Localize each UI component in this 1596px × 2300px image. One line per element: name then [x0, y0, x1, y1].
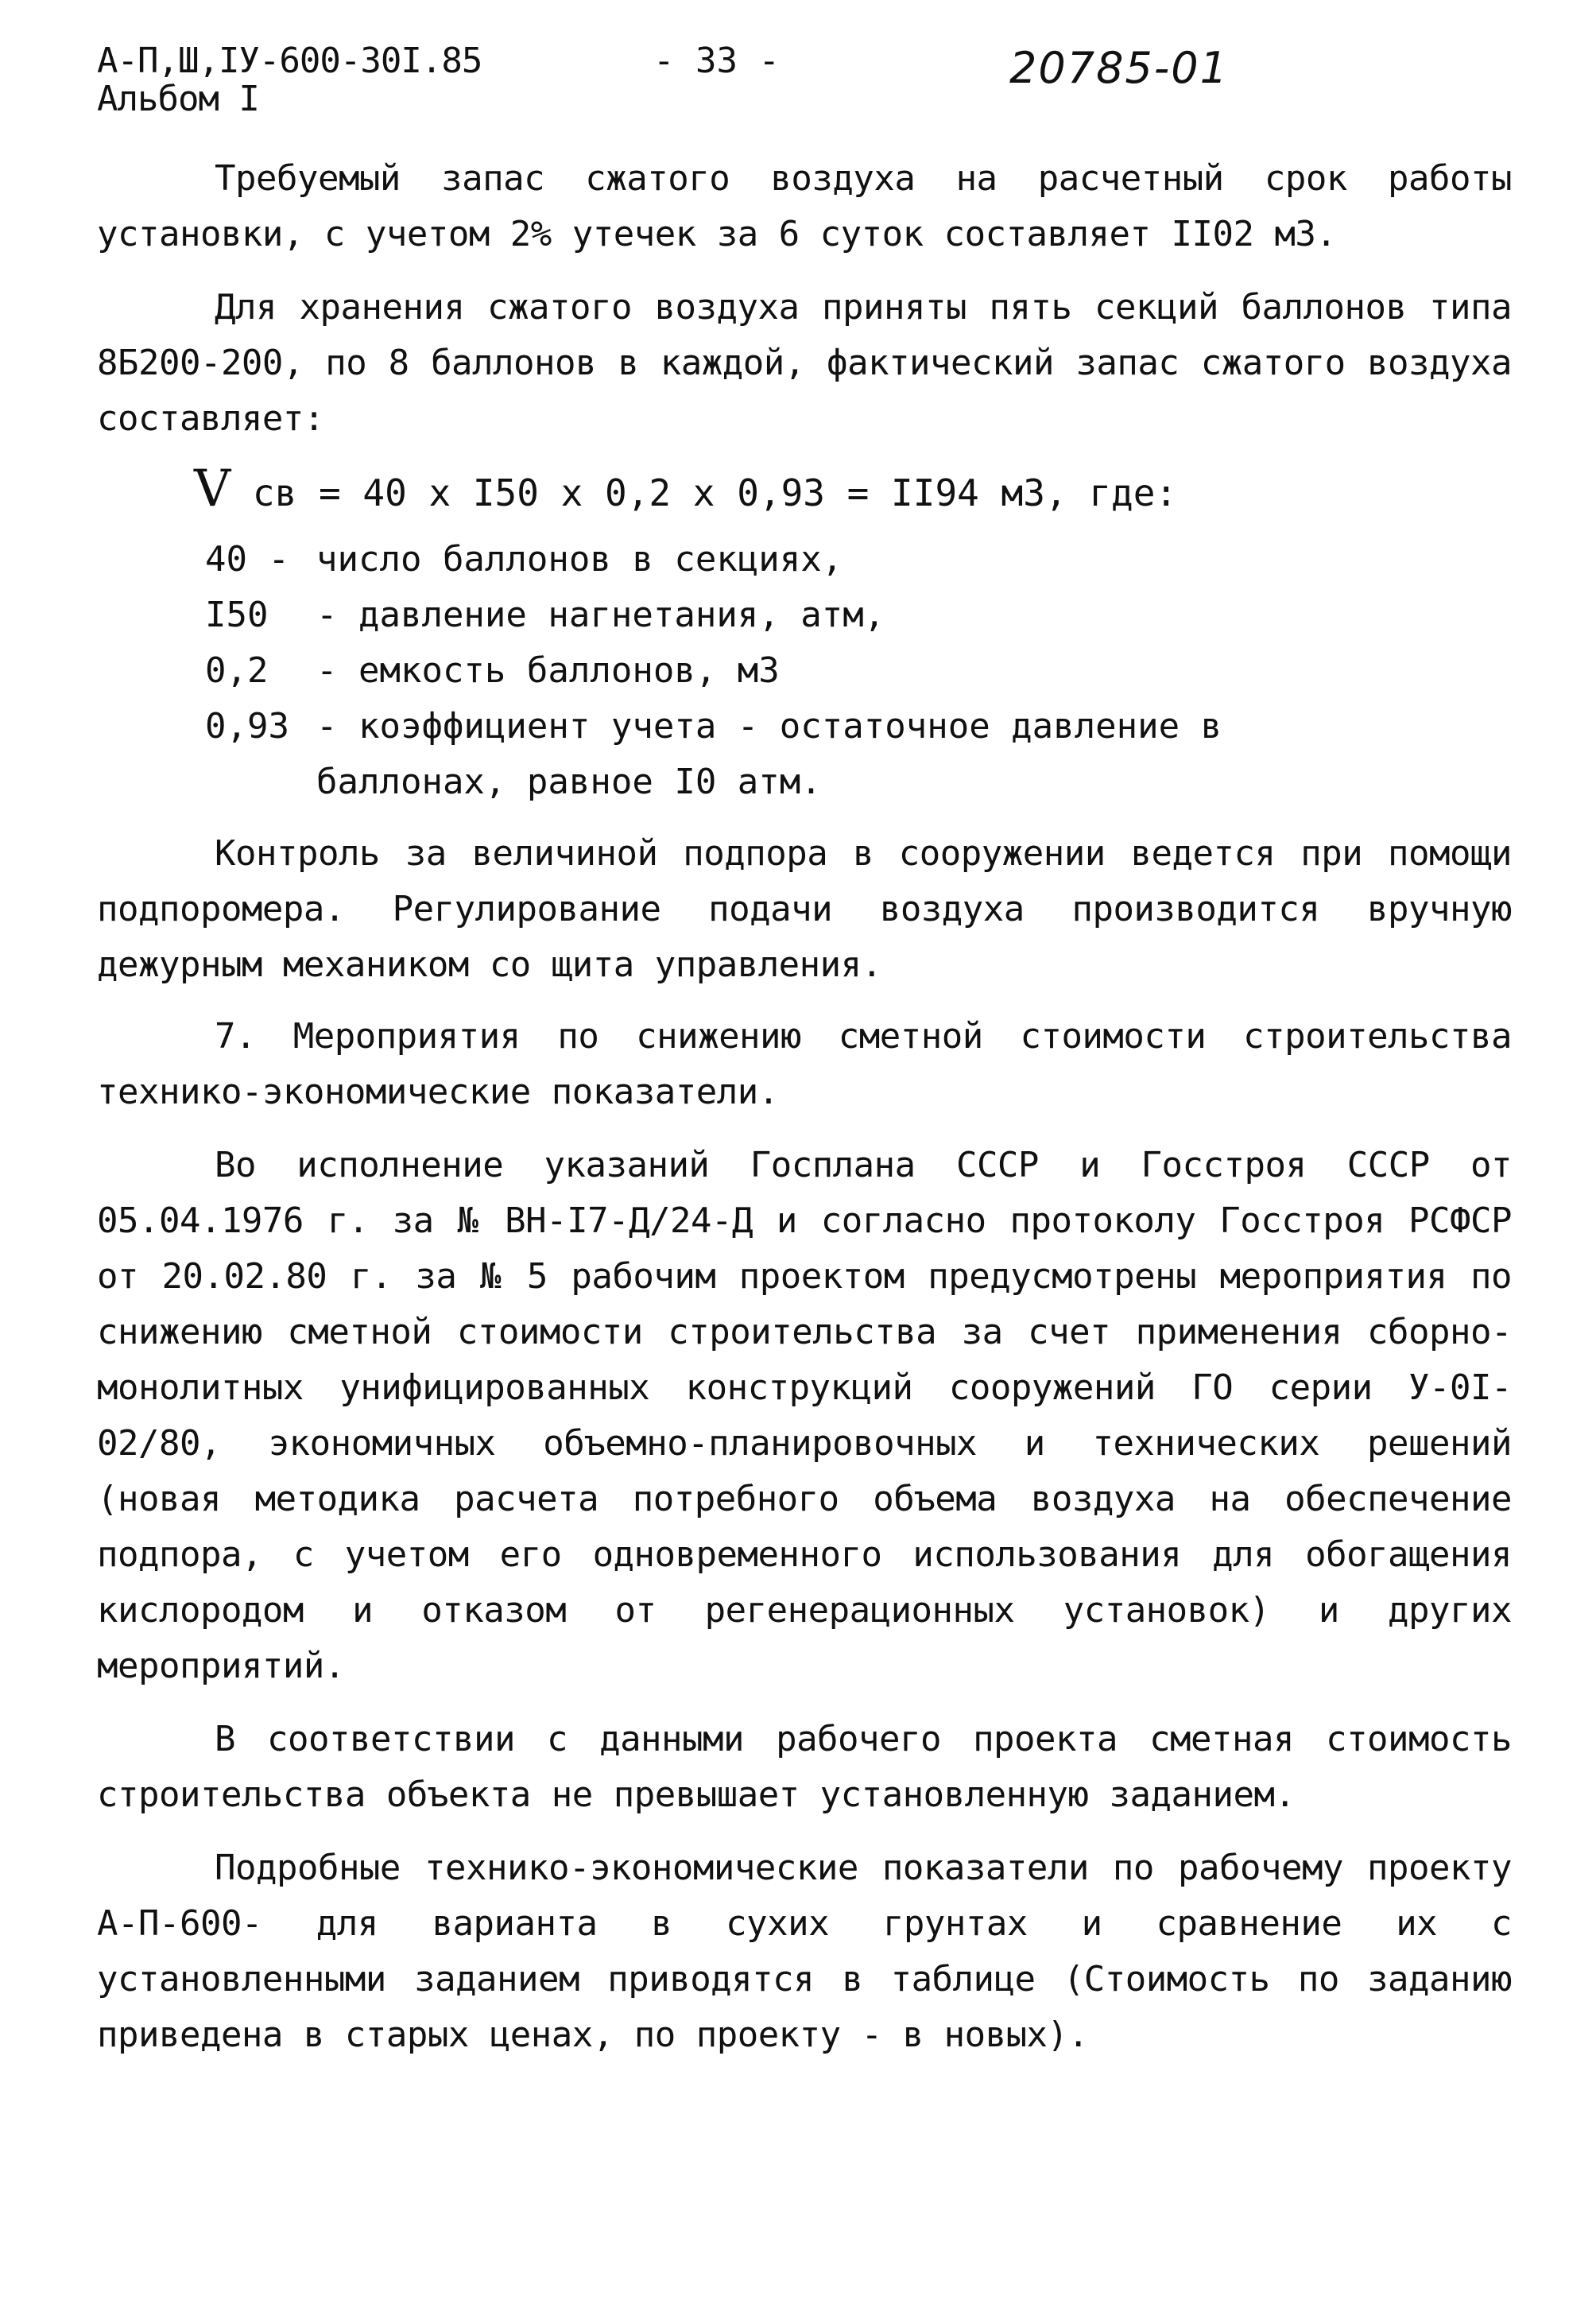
paragraph-economic-indicators: Подробные технико-экономические показатели по рабочему проекту А-П-600- для варианта в сухих грунтах и сравнение их с установленными заданием приводятся в таблице (Стоимость по заданию приведена в старых ценах, по проекту - в новых).	[97, 1848, 1512, 2055]
paragraph-estimated-cost: В соответствии с данными рабочего проекта сметная стоимость строительства объекта не превышает установленную заданием.	[97, 1719, 1512, 1815]
legend-value: 0,93	[205, 706, 289, 747]
formula-expression: св = 40 x I50 x 0,2 x 0,93 = II94 м3, где:	[252, 471, 1178, 514]
legend-item	[205, 699, 1512, 810]
document-code: А-П,Ш,IУ-600-30I.85	[97, 41, 482, 81]
formula-symbol: V	[194, 460, 231, 518]
album-label: Альбом I	[97, 79, 259, 119]
legend-description: - емкость баллонов, м3	[316, 650, 780, 691]
legend-description: - давление нагнетания, атм,	[316, 595, 885, 635]
legend-value: 0,2	[205, 650, 269, 691]
legend-description: - коэффициент учета - остаточное давление в баллонах, равное I0 атм.	[316, 706, 1222, 802]
volume-formula	[194, 455, 1512, 527]
legend-description: число баллонов в секциях,	[316, 539, 843, 580]
legend-item	[205, 588, 1512, 643]
document-body	[97, 151, 1512, 2063]
legend-item	[205, 532, 1512, 588]
paragraph-gosplan-directive: Во исполнение указаний Госплана СССР и Госстроя СССР от 05.04.1976 г. за № ВН-I7-Д/24-Д и согласно протоколу Госстроя РСФСР от 20.02.80 г. за № 5 рабочим проектом предусмотрены мероприятия по снижению сметной стоимости строительства за счет применения сборно-монолитных унифицированных конструкций сооружений ГО серии У-0I-02/80, экономичных объемно-планировочных и технических решений (новая методика расчета потребного объема воздуха на обеспечение подпора, с учетом его одновременного использования для обогащения кислородом и отказом от регенерационных установок) и других мероприятий.	[97, 1145, 1512, 1686]
formula-legend	[205, 532, 1512, 810]
page-number: - 33 -	[653, 41, 780, 81]
paragraph-air-reserve: Требуемый запас сжатого воздуха на расчетный срок работы установки, с учетом 2% утечек за 6 суток составляет II02 м3.	[97, 158, 1512, 254]
legend-value: I50	[205, 595, 269, 635]
handwritten-stamp-number: 20785-01	[1009, 43, 1229, 93]
paragraph-air-storage: Для хранения сжатого воздуха приняты пять секций баллонов типа 8Б200-200, по 8 баллонов в каждой, фактический запас сжатого воздуха составляет:	[97, 287, 1512, 439]
paragraph-pressure-control: Контроль за величиной подпора в сооружении ведется при помощи подпоромера. Регулирование подачи воздуха производится вручную дежурным механиком со щита управления.	[97, 833, 1512, 985]
legend-value: 40 -	[205, 539, 289, 580]
page-header	[97, 41, 1512, 129]
section-heading-cost-reduction: 7. Мероприятия по снижению сметной стоимости строительства технико-экономические показатели.	[97, 1016, 1512, 1112]
legend-item	[205, 643, 1512, 699]
